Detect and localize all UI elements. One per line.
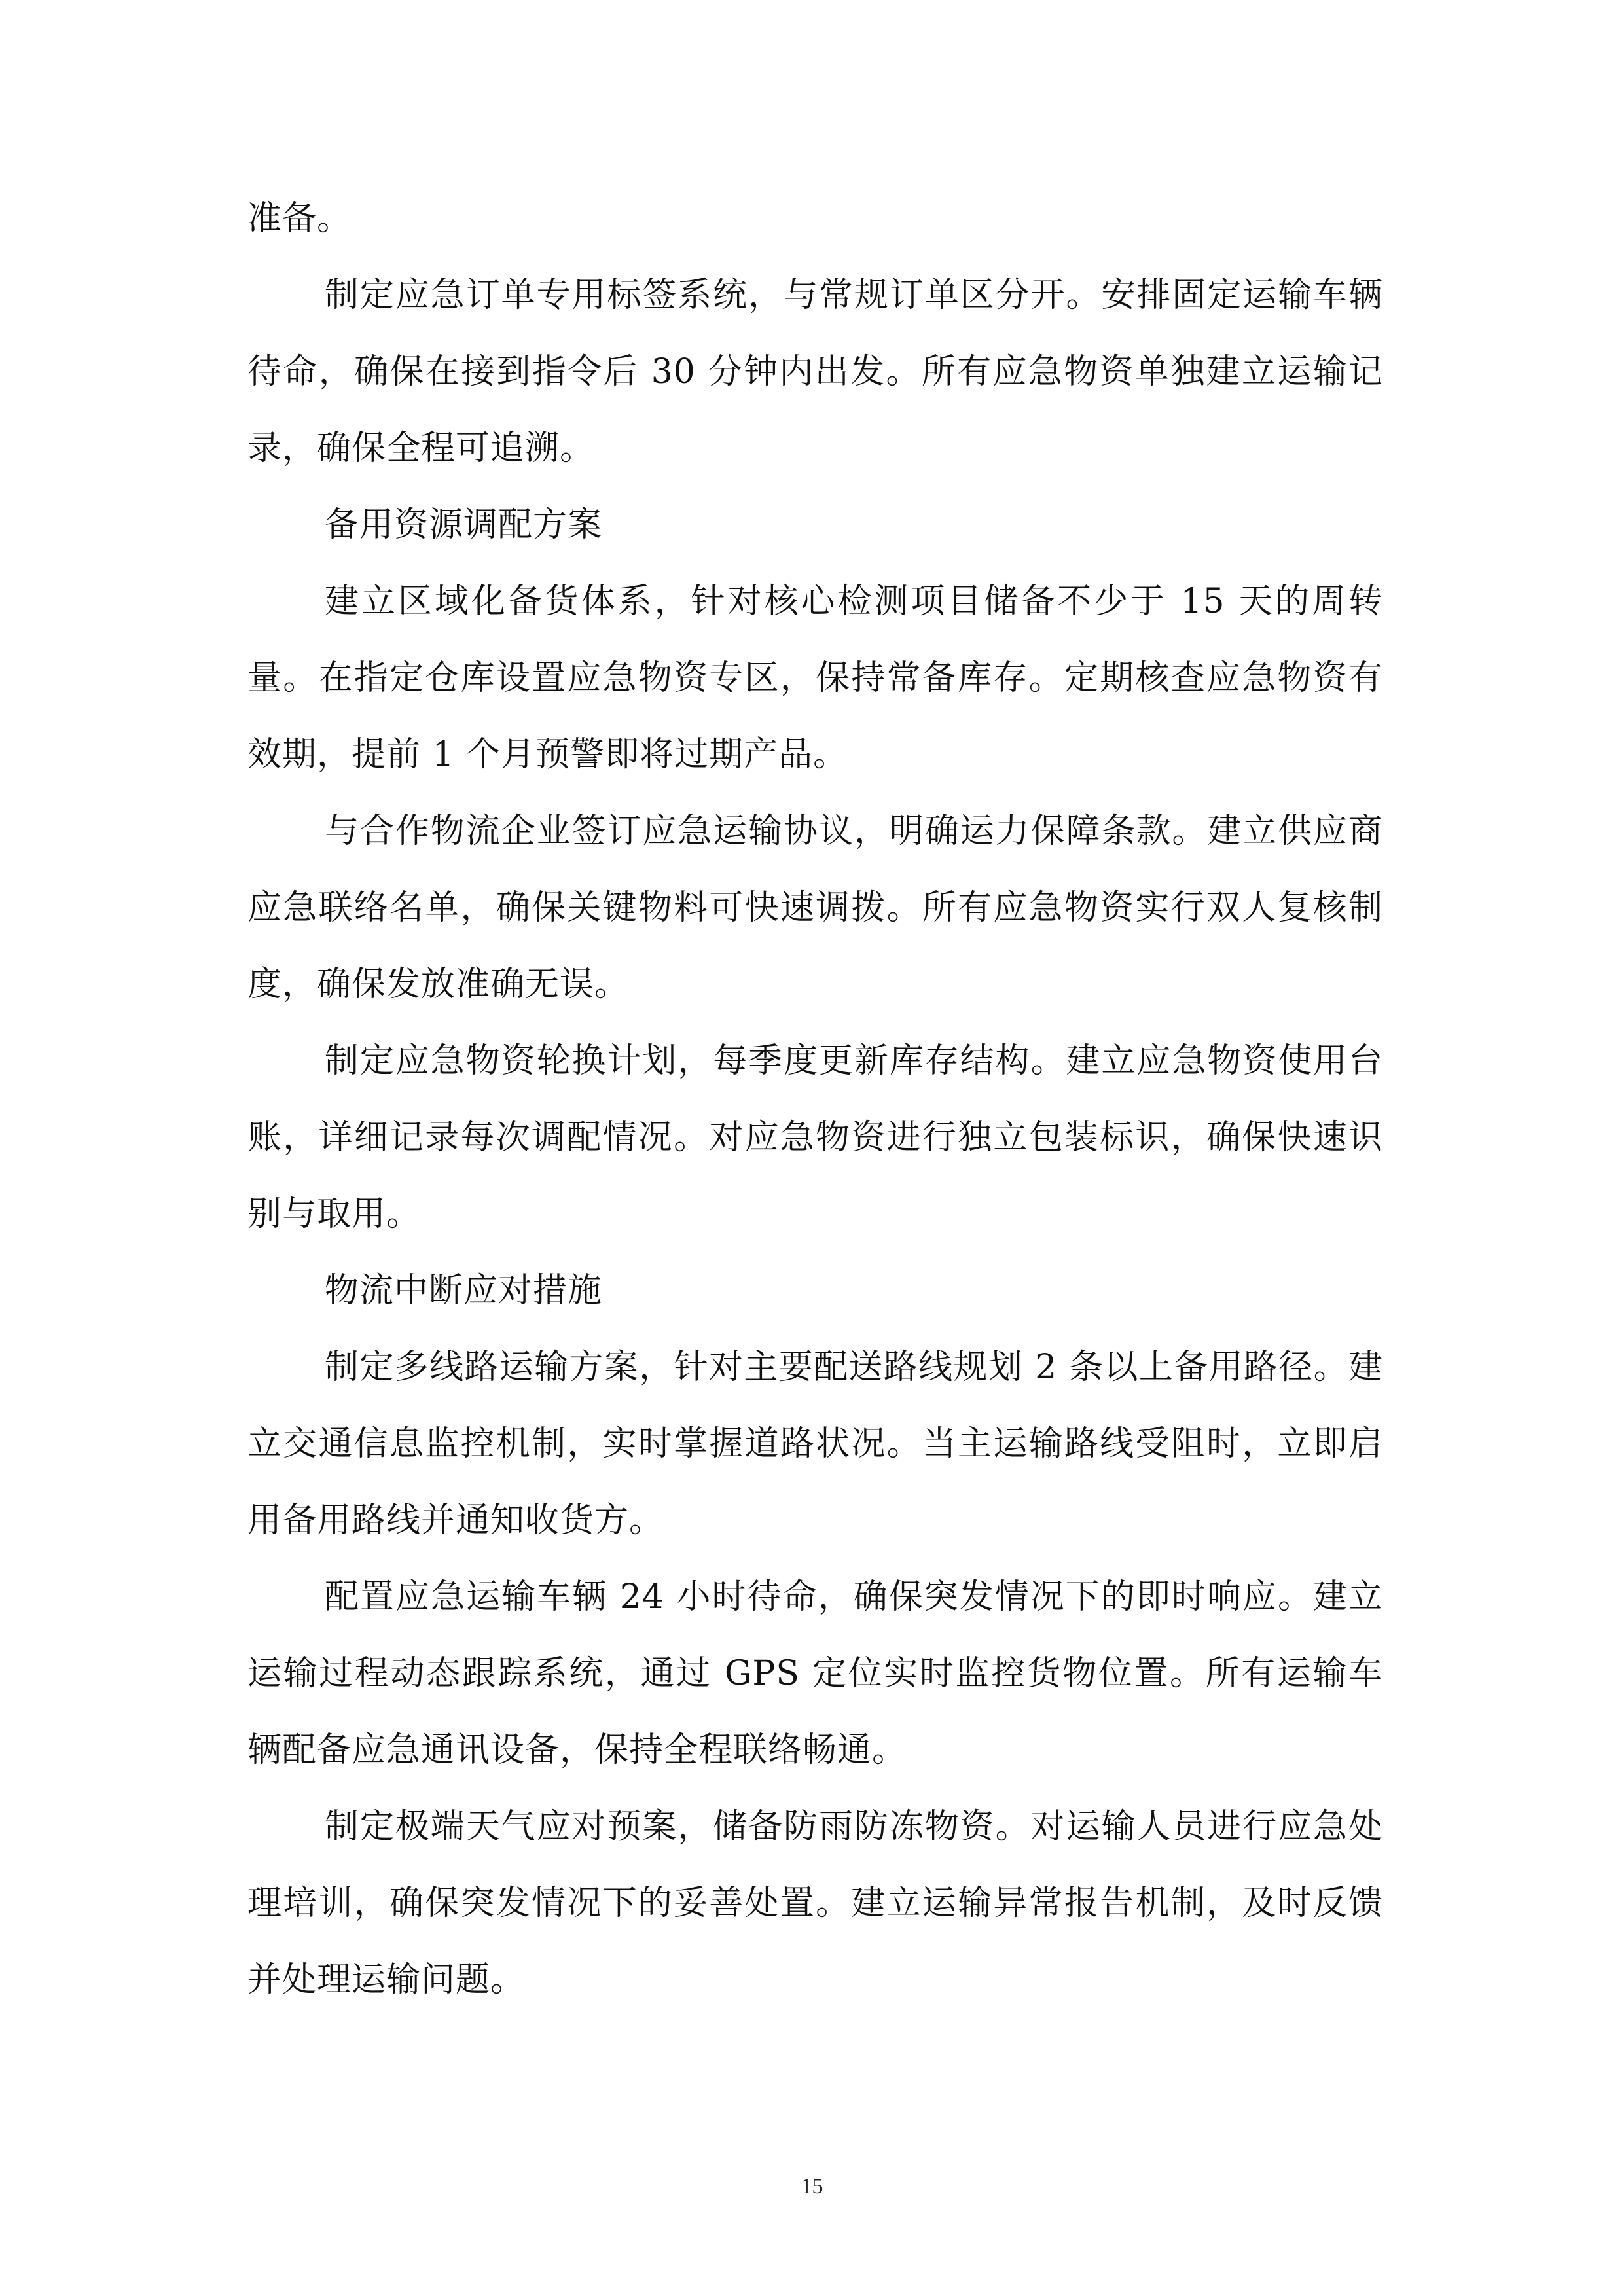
paragraph-emergency-order-labels: 制定应急订单专用标签系统，与常规订单区分开。安排固定运输车辆待命，确保在接到指令后 30 分钟内出发。所有应急物资单独建立运输记录，确保全程可追溯。 [247,276,1383,468]
paragraph-regional-stock: 建立区域化备货体系，针对核心检测项目储备不少于 15 天的周转量。在指定仓库设置应急物资专区，保持常备库存。定期核查应急物资有效期，提前 1 个月预警即将过期产品。 [247,582,1383,774]
paragraph-multi-route-plan: 制定多线路运输方案，针对主要配送路线规划 2 条以上备用路径。建立交通信息监控机制，实时掌握道路状况。当主运输路线受阻时，立即启用备用路线并通知收货方。 [247,1348,1383,1540]
paragraph-rotation-plan: 制定应急物资轮换计划，每季度更新库存结构。建立应急物资使用台账，详细记录每次调配情况。对应急物资进行独立包装标识，确保快速识别与取用。 [247,1041,1383,1234]
paragraph-logistics-agreements: 与合作物流企业签订应急运输协议，明确运力保障条款。建立供应商应急联络名单，确保关键物料可快速调拨。所有应急物资实行双人复核制度，确保发放准确无误。 [247,812,1383,1004]
section-heading-backup-resources: 备用资源调配方案 [325,505,603,545]
paragraph-extreme-weather: 制定极端天气应对预案，储备防雨防冻物资。对运输人员进行应急处理培训，确保突发情况下的妥善处置。建立运输异常报告机制，及时反馈并处理运输问题。 [247,1807,1383,2000]
section-heading-logistics-disruption: 物流中断应对措施 [325,1271,603,1310]
paragraph-vehicle-standby: 配置应急运输车辆 24 小时待命，确保突发情况下的即时响应。建立运输过程动态跟踪系统，通过 GPS 定位实时监控货物位置。所有运输车辆配备应急通讯设备，保持全程联络畅通。 [247,1577,1383,1770]
page-number: 15 [801,2174,823,2198]
paragraph-continuation: 准备。 [247,199,352,238]
body-text [247,181,1383,2018]
